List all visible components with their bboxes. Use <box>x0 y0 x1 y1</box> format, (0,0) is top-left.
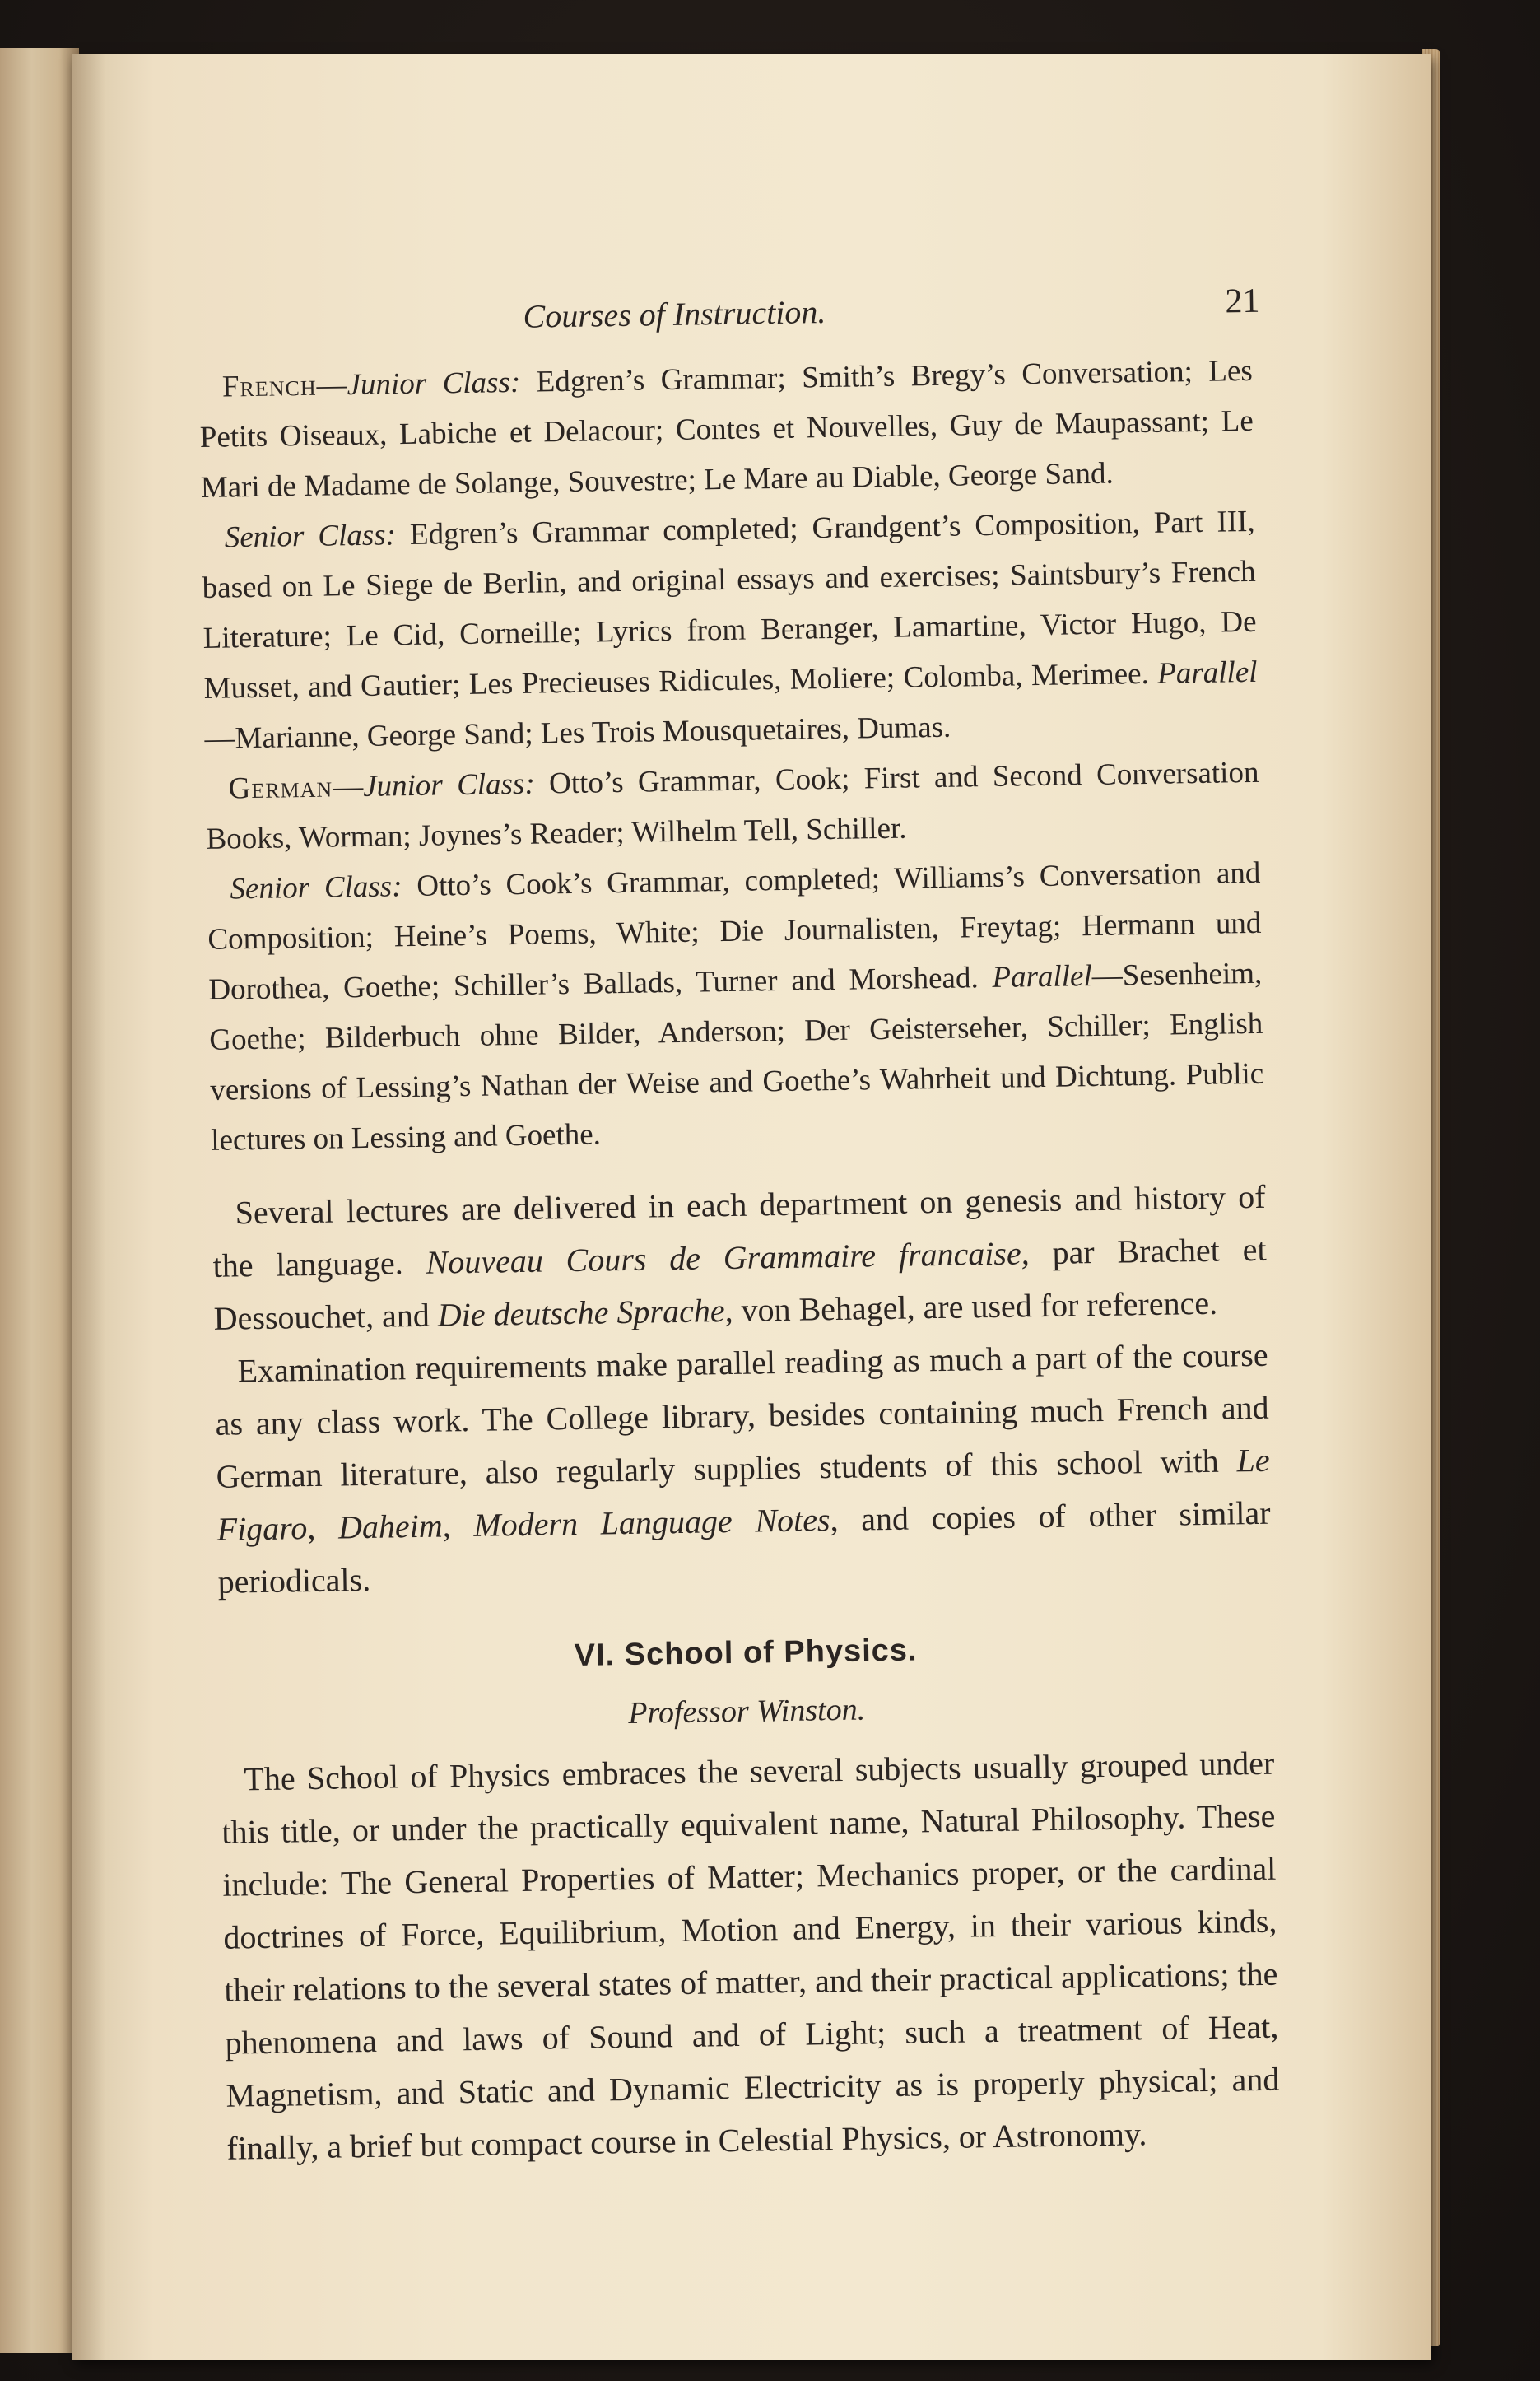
german-junior-text: Otto’s Grammar, Cook; First and Second Conversation Books, Worman; Joynes’s Reader; Wilhelm Tell, Schiller. <box>206 755 1259 856</box>
gutter-shadow <box>72 54 105 2360</box>
lectures-text-a: Several lectures are delivered in each department on genesis and history of the language. <box>212 1177 1266 1284</box>
french-parallel-label: Parallel <box>1156 655 1258 691</box>
french-senior-paragraph <box>201 496 1259 764</box>
french-senior-label: Senior Class: <box>224 518 397 555</box>
lectures-block <box>212 1171 1272 1609</box>
physics-block <box>221 1737 1281 2175</box>
periodical-le-figaro: Le Figaro <box>216 1441 1270 1548</box>
french-label: French <box>221 368 317 404</box>
lectures-paragraph <box>212 1171 1268 1345</box>
german-label: German <box>228 770 333 806</box>
french-junior-text: Edgren’s Grammar; Smith’s Bregy’s Conversation; Les Petits Oiseaux, Labiche et Delacour; Contes et Nouvelles, Guy de Maupassant; Le Mari de Madame de Solange, Souvestre; Le Mare au Diable, George Sand. <box>199 353 1254 505</box>
french-junior-paragraph: French—Junior Class: Edgren’s Grammar; Smith’s Bregy’s Conversation; Les Petits Oiseaux, Labiche et Delacour; Contes et Nouvelles, Guy de Maupassant; Le Mari de Madame de Solange, Souvestre; Le Mare au Diable, George Sand. <box>199 353 1254 505</box>
periodical-separator: , <box>306 1508 339 1547</box>
lectures-text-b: par Brachet et Dessouchet, and <box>213 1230 1267 1337</box>
physics-paragraph: The School of Physics embraces the several subjects usually grouped under this title, or under the practically equivalent name, Natural Philosophy. These include: The General Properties of Matter; Mechanics proper, or the cardinal doctrines of Force, Equilibrium, Motion and Energy, in their various kinds, their relations to the several states of matter, and their practical applications; the phenomena and laws of Sound and of Light; such a treatment of Heat, Magnetism, and Static and Dynamic Electricity as is properly physical; and finally, a brief but compact course in Celestial Physics, or Astronomy. <box>221 1744 1280 2167</box>
german-senior-label: Senior Class: <box>230 869 402 906</box>
german-senior-text: Otto’s Cook’s Grammar, completed; Williams’s Conversation and Composition; Heine’s Poems, White; Die Journalisten, Freytag; Hermann und Dorothea, Goethe; Schiller’s Ballads, Turner and Morshead. <box>207 855 1262 1007</box>
previous-page-edge <box>0 48 79 2353</box>
lectures-ref-nouveau-cours: Nouveau Cours de Grammaire francaise, <box>426 1234 1031 1281</box>
german-senior-paragraph <box>207 848 1265 1166</box>
examination-text-b: , and copies of other similar periodicals. <box>217 1493 1271 1601</box>
lectures-text-c: von Behagel, are used for reference. <box>733 1284 1218 1329</box>
german-junior-paragraph: German—Junior Class: Otto’s Grammar, Cook; First and Second Conversation Books, Worman; Joynes’s Reader; Wilhelm Tell, Schiller. <box>206 755 1259 856</box>
lectures-ref-deutsche-sprache: Die deutsche Sprache, <box>437 1291 733 1334</box>
german-junior-label: Junior Class: <box>362 766 536 804</box>
running-head: Courses of Instruction. <box>523 293 826 335</box>
page-number: 21 <box>1225 282 1260 321</box>
periodical-daheim: Daheim <box>337 1507 443 1546</box>
periodical-separator: , <box>442 1506 474 1545</box>
german-parallel-label: Parallel <box>992 959 1093 995</box>
french-senior-text: Edgren’s Grammar completed; Grandgent’s Composition, Part III, based on Le Siege de Berlin, and original essays and exercises; Saintsbury’s French Literature; Le Cid, Corneille; Lyrics from Beranger, Lamartine, Victor Hugo, De Musset, and Gautier; Les Precieuses Ridicules, Moliere; Colomba, Merimee. <box>202 504 1257 706</box>
section-heading: VI. School of Physics. <box>574 1633 918 1674</box>
periodical-modern-language-notes: Modern Language Notes <box>473 1501 830 1544</box>
page-content <box>198 272 1281 2175</box>
german-parallel-text: —Sesenheim, Goethe; Bilderbuch ohne Bilder, Anderson; Der Geisterseher, Schiller; English versions of Lessing’s Nathan der Weise and Goethe’s Wahrheit und Dichtung. Public lectures on Lessing and Goethe. <box>209 956 1264 1158</box>
professor-name: Professor Winston. <box>628 1692 866 1731</box>
french-junior-label: Junior Class: <box>347 365 521 403</box>
french-parallel-text: —Marianne, George Sand; Les Trois Mousquetaires, Dumas. <box>204 710 951 756</box>
examination-text-a: Examination requirements make parallel reading as much a part of the course as any class work. The College library, besides containing much French and German literature, also regularly supplies students of this school with <box>215 1335 1269 1495</box>
examination-paragraph <box>214 1329 1272 1609</box>
